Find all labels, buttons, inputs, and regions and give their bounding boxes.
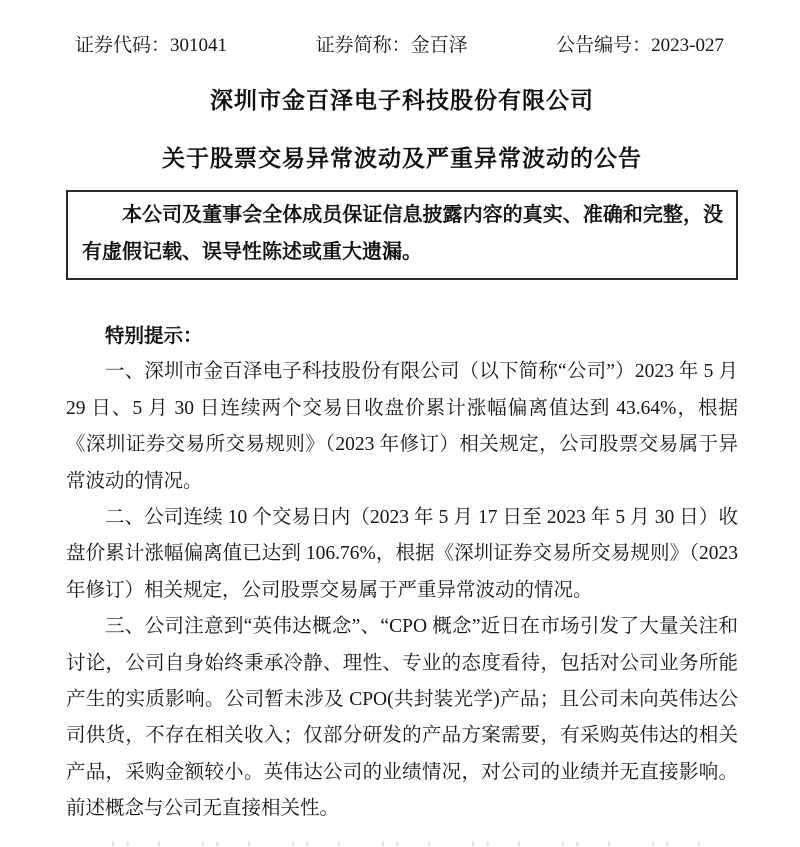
stock-code: 证券代码：301041 (75, 35, 228, 56)
notice-paragraph-3: 三、公司注意到“英伟达概念”、“CPO 概念”近日在市场引发了大量关注和讨论，公司自身始终秉承冷静、理性、专业的态度看待，包括对公司业务所能产生的实质影响。公司暂未涉及 CPO(共封装光学)产品；且公司未向英伟达公司供货，不存在相关收入；仅部分研发的产品方案需要，有采购英伟达的相关产品，采购金额较小。英伟达公司的业绩情况，对公司的业绩并无直接影响。前述概念与公司无直接相关性。 (66, 616, 738, 820)
securities-header (66, 34, 738, 58)
disclosure-statement-box (66, 190, 738, 280)
notice-paragraph-2: 二、公司连续 10 个交易日内（2023 年 5 月 17 日至 2023 年 5 月 30 日）收盘价累计涨幅偏离值已达到 106.76%，根据《深圳证券交易所交易规则》（2023 年修订）相关规定，公司股票交易属于严重异常波动的情况。 (66, 507, 738, 601)
disclosure-statement-text: 本公司及董事会全体成员保证信息披露内容的真实、准确和完整，没有虚假记载、误导性陈述或重大遗漏。 (82, 204, 723, 263)
special-notice-heading: 特别提示： (105, 325, 203, 347)
announcement-number: 公告编号：2023-027 (556, 35, 724, 56)
next-line-cutoff (112, 842, 738, 846)
special-notice-section (66, 318, 738, 828)
company-name-title: 深圳市金百泽电子科技股份有限公司 (210, 87, 594, 113)
notice-paragraph-1: 一、深圳市金百泽电子科技股份有限公司（以下简称“公司”）2023 年 5 月 29 日、5 月 30 日连续两个交易日收盘价累计涨幅偏离值达到 43.64%，根据《深圳证券交易所交易规则》（2023 年修订）相关规定，公司股票交易属于异常波动的情况。 (66, 361, 738, 492)
announcement-title: 关于股票交易异常波动及严重异常波动的公告 (162, 145, 642, 171)
stock-abbr: 证券简称：金百泽 (315, 35, 468, 56)
